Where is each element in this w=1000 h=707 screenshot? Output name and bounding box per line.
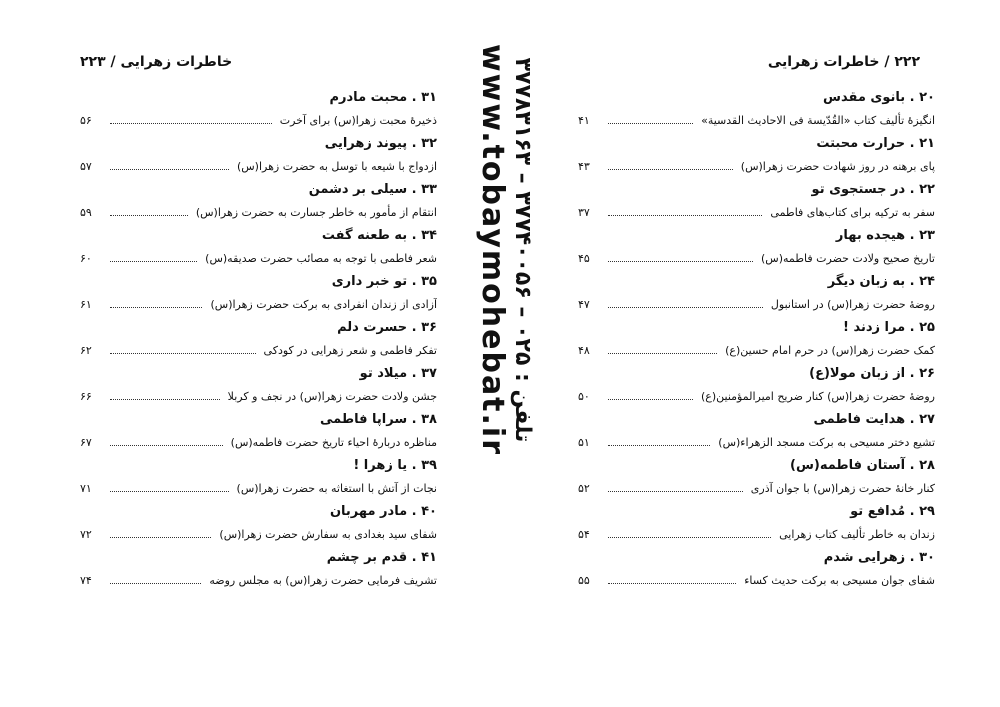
page-number: ۴۱ (578, 114, 590, 127)
page-number: ۵۹ (80, 206, 92, 219)
toc-entry (80, 339, 437, 362)
chapter-description: مناظره دربارۀ احیاء تاریخ حضرت فاطمه(س) (230, 436, 437, 449)
dot-leader (608, 399, 693, 400)
page-number: ۴۵ (578, 252, 590, 265)
toc-entry (80, 201, 437, 224)
dot-leader (110, 491, 229, 492)
page-number: ۷۲ (80, 528, 92, 541)
chapter-description: سفر به ترکیه برای کتاب‌های فاطمی (770, 206, 935, 219)
toc-entry (578, 247, 935, 270)
page-header-left: خاطرات زهرایی / ۲۲۳ (80, 54, 233, 70)
dot-leader (608, 491, 743, 492)
dot-leader (608, 307, 763, 308)
chapter-title: ۲۵ . مرا زدند ! (843, 320, 935, 335)
chapter-description: نجات از آتش با استغاثه به حضرت زهرا(س) (236, 482, 437, 495)
toc-entry (578, 477, 935, 500)
page-number: ۵۴ (578, 528, 590, 541)
page-number: ۷۱ (80, 482, 92, 495)
chapter-title: ۴۰ . مادر مهربان (329, 504, 437, 519)
toc-entry (578, 569, 935, 592)
toc-right-column (578, 86, 935, 592)
chapter-title: ۲۴ . به زبان دیگر (827, 274, 935, 289)
page-number: ۵۰ (578, 390, 590, 403)
page-number: ۵۵ (578, 574, 590, 587)
chapter-description: شفای سید بغدادی به سفارش حضرت زهرا(س) (219, 528, 437, 541)
chapter-title: ۲۷ . هدایت فاطمی (813, 412, 935, 427)
dot-leader (110, 537, 211, 538)
chapter-title: ۲۹ . مُدافع تو (850, 504, 935, 519)
watermark-url: www.tobaymohebat.ir (475, 43, 510, 457)
dot-leader (608, 215, 762, 216)
chapter-title: ۳۰ . زهرایی شدم (823, 550, 935, 565)
dot-leader (608, 123, 693, 124)
page-number: ۵۶ (80, 114, 92, 127)
dot-leader (110, 307, 202, 308)
page-number: ۴۸ (578, 344, 590, 357)
dot-leader (110, 583, 201, 584)
toc-entry (80, 109, 437, 132)
dot-leader (110, 123, 272, 124)
toc-entry (578, 339, 935, 362)
chapter-description: کمک حضرت زهرا(س) در حرم امام حسین(ع) (725, 344, 935, 357)
chapter-title: ۳۵ . تو خبر داری (331, 274, 437, 289)
toc-entry (80, 431, 437, 454)
page-header-right: ۲۲۲ / خاطرات زهرایی (767, 54, 920, 70)
chapter-description: جشن ولادت حضرت زهرا(س) در نجف و کربلا (227, 390, 437, 403)
toc-entry (80, 293, 437, 316)
toc-entry (80, 155, 437, 178)
chapter-description: انتقام از مأمور به خاطر جسارت به حضرت زهرا(س) (195, 206, 437, 219)
chapter-title: ۳۷ . میلاد تو (359, 366, 437, 381)
chapter-description: انگیزۀ تألیف کتاب «القُدّیسة فی الاحادیث القدسیة» (701, 114, 935, 127)
chapter-description: روضۀ حضرت زهرا(س) در استانبول (770, 298, 935, 311)
chapter-description: تاریخ صحیح ولادت حضرت فاطمه(س) (761, 252, 935, 265)
chapter-description: آزادی از زندان انفرادی به برکت حضرت زهرا(س) (210, 298, 437, 311)
dot-leader (110, 215, 188, 216)
page-number: ۶۷ (80, 436, 92, 449)
dot-leader (608, 169, 733, 170)
dot-leader (110, 353, 256, 354)
chapter-description: تفکر فاطمی و شعر زهرایی در کودکی (263, 344, 437, 357)
dot-leader (608, 261, 753, 262)
page-number: ۶۲ (80, 344, 92, 357)
page-number: ۶۶ (80, 390, 92, 403)
chapter-title: ۳۴ . به طعنه گفت (321, 228, 437, 243)
toc-entry (578, 523, 935, 546)
page-number: ۶۰ (80, 252, 92, 265)
chapter-description: روضۀ حضرت زهرا(س) کنار ضریح امیرالمؤمنین(ع) (701, 390, 935, 403)
chapter-description: کنار خانۀ حضرت زهرا(س) با جوان آذری (750, 482, 935, 495)
page-number: ۵۷ (80, 160, 92, 173)
chapter-description: شعر فاطمی با توجه به مصائب حضرت صدیقه(س) (205, 252, 437, 265)
page-number: ۴۳ (578, 160, 590, 173)
page-number: ۶۱ (80, 298, 92, 311)
toc-entry (578, 109, 935, 132)
page-number: ۴۷ (578, 298, 590, 311)
toc-entry (578, 385, 935, 408)
dot-leader (110, 399, 220, 400)
chapter-title: ۳۱ . محبت مادرم (329, 90, 437, 105)
toc-entry (578, 155, 935, 178)
page-number: ۵۲ (578, 482, 590, 495)
dot-leader (110, 169, 229, 170)
toc-entry (80, 477, 437, 500)
page-number: ۷۴ (80, 574, 92, 587)
chapter-description: زندان به خاطر تألیف کتاب زهرایی (779, 528, 935, 541)
toc-entry (578, 431, 935, 454)
chapter-title: ۳۳ . سیلی بر دشمن (308, 182, 437, 197)
chapter-description: ذخیرۀ محبت زهرا(س) برای آخرت (279, 114, 437, 127)
chapter-description: ازدواج با شیعه با توسل به حضرت زهرا(س) (236, 160, 437, 173)
chapter-title: ۲۲ . در جستجوی تو (811, 182, 935, 197)
chapter-title: ۳۲ . پیوند زهرایی (324, 136, 437, 151)
toc-entry (578, 293, 935, 316)
dot-leader (608, 583, 736, 584)
chapter-title: ۲۸ . آستان فاطمه(س) (790, 458, 935, 473)
chapter-description: شفای جوان مسیحی به برکت حدیث کساء (744, 574, 935, 587)
chapter-description: تشیع دختر مسیحی به برکت مسجد الزهراء(س) (718, 436, 935, 449)
dot-leader (608, 445, 710, 446)
toc-entry (80, 523, 437, 546)
chapter-title: ۴۱ . قدم بر چشم (326, 550, 437, 565)
toc-entry (80, 247, 437, 270)
toc-entry (578, 201, 935, 224)
toc-left-column (80, 86, 437, 592)
page-number: ۵۱ (578, 436, 590, 449)
chapter-title: ۲۰ . بانوی مقدس (823, 90, 935, 105)
page-number: ۳۷ (578, 206, 590, 219)
chapter-title: ۳۶ . حسرت دلم (337, 320, 437, 335)
chapter-description: تشریف فرمایی حضرت زهرا(س) به مجلس روضه (209, 574, 437, 587)
dot-leader (608, 353, 717, 354)
chapter-title: ۲۳ . هیجده بهار (835, 228, 935, 243)
toc-entry (80, 385, 437, 408)
toc-entry (80, 569, 437, 592)
dot-leader (608, 537, 771, 538)
dot-leader (110, 445, 223, 446)
chapter-title: ۲۱ . حرارت محبتت (816, 136, 935, 151)
chapter-title: ۲۶ . از زبان مولا(ع) (809, 366, 935, 381)
chapter-title: ۳۹ . یا زهرا ! (353, 458, 437, 473)
watermark-phone: تلفن : ۰۲۵ – ۳۷۷۴۰۰۵۶ – ۳۷۷۸۳۱۶۳ (510, 57, 535, 443)
chapter-description: پای برهنه در روز شهادت حضرت زهرا(س) (740, 160, 935, 173)
chapter-title: ۳۸ . سراپا فاطمی (320, 412, 437, 427)
dot-leader (110, 261, 197, 262)
